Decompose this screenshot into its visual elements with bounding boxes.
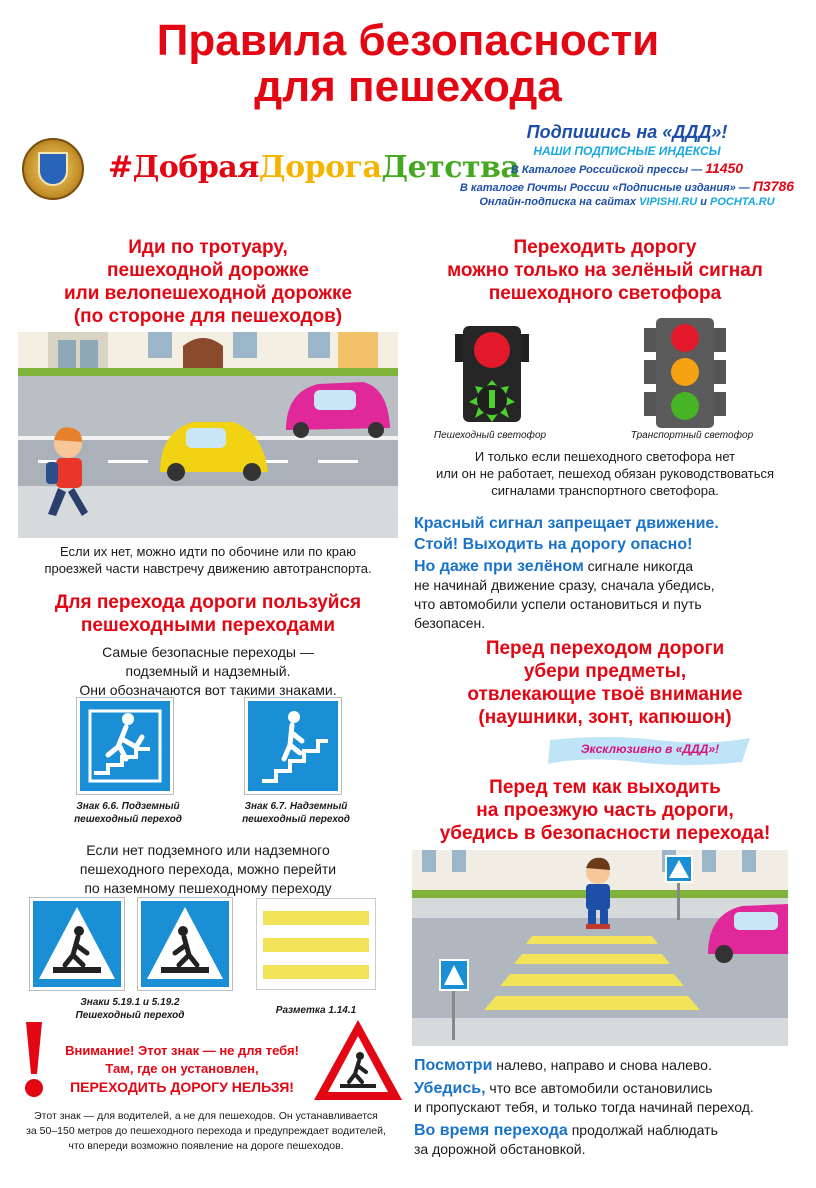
section-green-signal-heading: Переходить дорогу можно только на зелёный сигнал пешеходного светофора (447, 237, 763, 304)
pedestrian-crossing-sign-left-icon (30, 898, 124, 990)
pedestrian-crossing-sign-right-icon (138, 898, 232, 990)
marking-caption: Разметка 1.14.1 (275, 1005, 357, 1016)
hashtag-logo: #ДобраяДорогаДетства (108, 150, 520, 185)
traffic-police-emblem-icon (22, 138, 84, 200)
green-signal-advice: Но даже при зелёном сигнале никогда не начинай движение сразу, сначала убедись, что автомобили успели остановиться и путь безопасен. (414, 558, 715, 631)
sign-6-7-caption: Знак 6.7. Надземный пешеходный переход (242, 801, 350, 825)
transport-light-caption: Транспортный светофор (630, 430, 754, 441)
transport-traffic-light-icon (644, 318, 726, 428)
crossings-intro: Самые безопасные переходы — подземный и надземный. Они обозначаются вот такими знаками. (79, 644, 337, 698)
overhead-crossing-sign-icon (245, 698, 341, 794)
red-signal-warning: Красный сигнал запрещает движение. Стой! Выходить на дорогу опасно! (414, 515, 719, 553)
sign-6-6-caption: Знак 6.6. Подземный пешеходный переход (74, 801, 182, 825)
pedestrian-light-caption: Пешеходный светофор (433, 430, 547, 441)
final-advice: Посмотри налево, направо и снова налево. Убедись, что все автомобили остановились и пропускают тебя, и только тогда начинай переход. Во время перехода продолжай наблюдать за дорожной обстановкой. (414, 1057, 754, 1157)
section-sidewalk-heading: Иди по тротуару, пешеходной дорожке или велопешеходной дорожке (по стороне для пешеходов) (63, 237, 353, 327)
pedestrian-traffic-light-icon (455, 326, 529, 422)
exclamation-icon (22, 1022, 46, 1098)
traffic-light-note: И только если пешеходного светофора нет или он не работает, пешеход обязан руководствоваться сигналами транспортного светофора. (435, 449, 775, 498)
pedestrians-warning-sign-icon (312, 1018, 404, 1102)
subscription-block: Подпишись на «ДДД»! НАШИ ПОДПИСНЫЕ ИНДЕКСЫ В Каталоге Российской прессы — 11450 В каталоге Почты России «Подписные издания» — П3786 Онлайн-подписка на сайтах VIPISHI.RU и POCHTA.RU (459, 122, 795, 208)
warning-note: Этот знак — для водителей, а не для пешеходов. Он устанавливается за 50–150 метров до пешеходного перехода и предупреждает водителей, что впереди возможно появление на дороге пешеходов. (26, 1110, 386, 1152)
section-distractions-heading: Перед переходом дороги убери предметы, отвлекающие твоё внимание (наушники, зонт, капюшон) (467, 638, 743, 728)
warning-text: Внимание! Этот знак — не для тебя! Там, где он установлен, ПЕРЕХОДИТЬ ДОРОГУ НЕЛЬЗЯ! (65, 1043, 299, 1095)
zebra-marking-icon (256, 898, 376, 990)
crossing-scene-illustration (412, 850, 788, 1046)
exclusive-banner: Эксклюзивно в «ДДД»! (546, 734, 754, 768)
underground-crossing-sign-icon (77, 698, 173, 794)
street-scene-illustration (18, 332, 398, 538)
sidewalk-note: Если их нет, можно идти по обочине или по краю проезжей части навстречу движению автотранспорта. (44, 544, 372, 576)
section-safety-check-heading: Перед тем как выходить на проезжую часть дороги, убедись в безопасности перехода! (439, 777, 771, 844)
page-title: Правила безопасности для пешехода (156, 16, 660, 111)
section-crossings-heading: Для перехода дороги пользуйся пешеходными переходами (54, 592, 362, 636)
sign-5-19-caption: Знаки 5.19.1 и 5.19.2 Пешеходный переход (75, 997, 185, 1021)
ground-crossing-intro: Если нет подземного или надземного пешеходного перехода, можно перейти по наземному пешеходному переходу (79, 842, 337, 896)
